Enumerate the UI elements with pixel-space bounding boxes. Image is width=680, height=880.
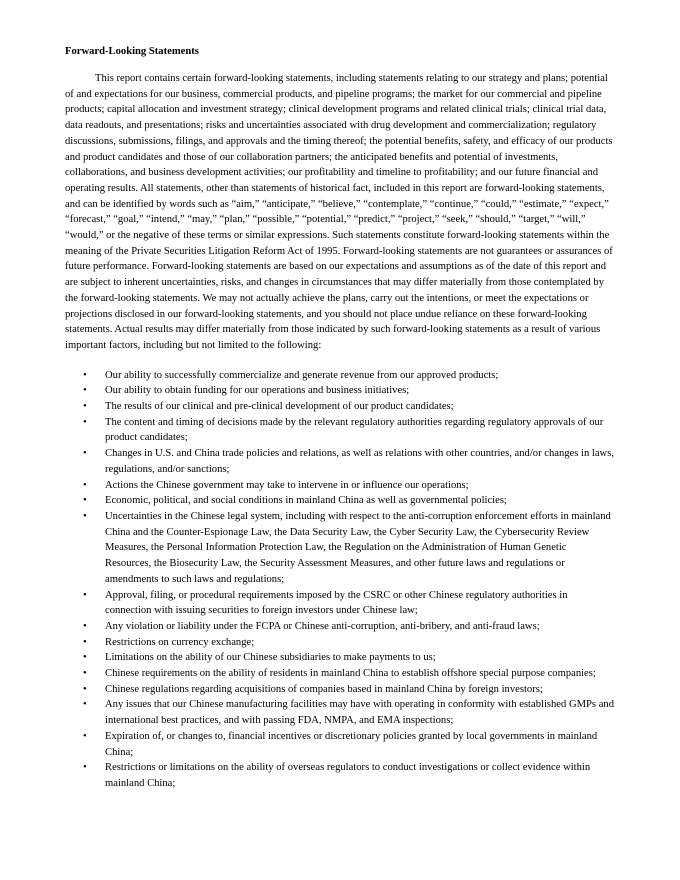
bullet-icon: • — [83, 730, 87, 742]
list-item — [65, 509, 615, 588]
intro-paragraph: This report contains certain forward-looking statements, including statements relating to our strategy and plans; potential of and expectations for our business, commercial products, and pipeline programs; the market for our commercial and pipeline products; capital allocation and investment strategy; clinical development programs and related clinical trials; clinical trial data, data readouts, and presentations; risks and uncertainties associated with drug development and commercialization; regulatory discussions, submissions, filings, and approvals and the timing thereof; the potential benefits, safety, and efficacy of our products and product candidates and those of our collaboration partners; the anticipated benefits and potential of investments, collaborations, and business development activities; our profitability and timeline to profitability; and our future financial and operating results. All statements, other than statements of historical fact, included in this report are forward-looking statements, and can be identified by words such as “aim,” “anticipate,” “believe,” “contemplate,” “continue,” “could,” “estimate,” “expect,” “forecast,” “goal,” “intend,” “may,” “plan,” “possible,” “potential,” “predict,” “project,” “seek,” “should,” “target,” “will,” “would,” or the negative of these terms or similar expressions. Such statements constitute forward-looking statements within the meaning of the Private Securities Litigation Reform Act of 1995. Forward-looking statements are not guarantees or assurances of future performance. Forward-looking statements are based on our expectations and assumptions as of the date of this report and are subject to inherent uncertainties, risks, and changes in circumstances that may differ materially from those contemplated by the forward-looking statements. We may not actually achieve the plans, carry out the intentions, or meet the expectations or projections disclosed in our forward-looking statements, and you should not place undue reliance on these forward-looking statements. Actual results may differ materially from those indicated by such forward-looking statements as a result of various important factors, including but not limited to the following: — [65, 73, 613, 351]
list-item-text: Approval, filing, or procedural requirements imposed by the CSRC or other Chinese regulatory authorities in connection with issuing securities to foreign investors under Chinese law; — [105, 589, 568, 617]
bullet-icon: • — [83, 668, 87, 680]
list-item-text: The results of our clinical and pre-clinical development of our product candidates; — [105, 401, 454, 413]
list-item — [65, 666, 615, 682]
list-item-text: The content and timing of decisions made by the relevant regulatory authorities regarding regulatory approvals of our product candidates; — [105, 416, 604, 444]
list-item — [65, 635, 615, 651]
list-item-text: Our ability to successfully commercialize and generate revenue from our approved products; — [105, 369, 499, 381]
list-item-text: Actions the Chinese government may take to intervene in or influence our operations; — [105, 479, 469, 491]
list-item-text: Restrictions or limitations on the ability of overseas regulators to conduct investigations or collect evidence within mainland China; — [105, 762, 591, 789]
list-item-text: Our ability to obtain funding for our operations and business initiatives; — [105, 385, 410, 397]
list-item-text: Changes in U.S. and China trade policies and relations, as well as relations with other countries, and/or changes in laws, regulations, and/or sanctions; — [105, 448, 614, 475]
bullet-icon: • — [83, 385, 87, 397]
list-item — [65, 446, 615, 477]
list-item — [65, 478, 615, 494]
document-page — [65, 44, 615, 792]
bullet-icon: • — [83, 510, 87, 522]
bullet-icon: • — [83, 620, 87, 632]
list-item-text: Expiration of, or changes to, financial incentives or discretionary policies granted by local governments in mainland China; — [105, 730, 598, 758]
list-item — [65, 588, 615, 619]
list-item-text: Limitations on the ability of our Chinese subsidiaries to make payments to us; — [105, 652, 436, 664]
bullet-icon: • — [83, 401, 87, 413]
list-item — [65, 493, 615, 509]
list-item — [65, 368, 615, 384]
list-item-text: Economic, political, and social conditions in mainland China as well as governmental policies; — [105, 495, 507, 507]
bullet-icon: • — [83, 416, 87, 428]
bullet-icon: • — [83, 479, 87, 491]
bullet-icon: • — [83, 448, 87, 460]
list-item-text: Uncertainties in the Chinese legal system, including with respect to the anti-corruption enforcement efforts in mainland China and the Counter-Espionage Law, the Data Security Law, the Cyber Security Law, the Cybersecurity Review Measures, the Personal Information Protection Law, the Regulation on the Administration of Human Genetic Resources, the Biosecurity Law, the Security Assessment Measures, and other future laws and regulations or amendments to such laws and regulations; — [105, 510, 611, 585]
list-item — [65, 729, 615, 760]
list-item-text: Any issues that our Chinese manufacturing facilities may have with operating in conformity with established GMPs and international best practices, and with passing FDA, NMPA, and EMA inspections; — [105, 699, 614, 727]
bullet-icon: • — [83, 369, 87, 381]
list-item-text: Chinese requirements on the ability of residents in mainland China to establish offshore special purpose companies; — [105, 668, 596, 680]
list-item — [65, 619, 615, 635]
list-item — [65, 650, 615, 666]
list-item — [65, 383, 615, 399]
bullet-icon: • — [83, 652, 87, 664]
bullet-icon: • — [83, 699, 87, 711]
list-item — [65, 415, 615, 446]
list-item — [65, 682, 615, 698]
risk-factor-list — [65, 368, 615, 792]
list-item — [65, 760, 615, 791]
list-item — [65, 399, 615, 415]
section-heading: Forward-Looking Statements — [65, 46, 199, 57]
list-item-text: Chinese regulations regarding acquisitions of companies based in mainland China by foreign investors; — [105, 683, 543, 695]
bullet-icon: • — [83, 636, 87, 648]
list-item — [65, 697, 615, 728]
list-item-text: Any violation or liability under the FCPA or Chinese anti-corruption, anti-bribery, and anti-fraud laws; — [105, 620, 540, 632]
list-item-text: Restrictions on currency exchange; — [105, 636, 255, 648]
bullet-icon: • — [83, 762, 87, 774]
bullet-icon: • — [83, 495, 87, 507]
bullet-icon: • — [83, 683, 87, 695]
bullet-icon: • — [83, 589, 87, 601]
